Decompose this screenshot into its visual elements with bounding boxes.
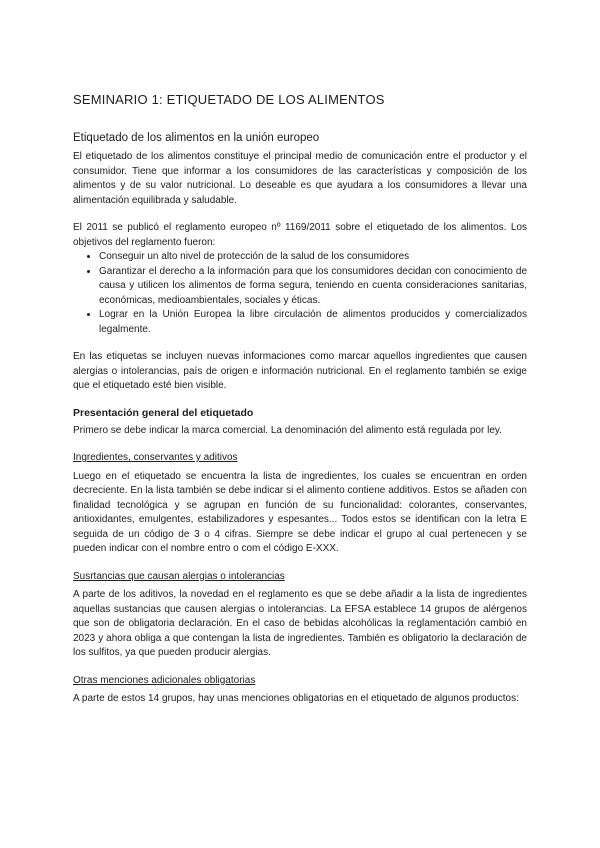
document-content <box>73 92 527 707</box>
list-item: • Conseguir un alto nivel de protección de la salud de los consumidores <box>99 250 527 265</box>
list-item: • Garantizar el derecho a la información para que los consumidores decidan con conocimiento de causa y utilicen los alimentos de forma segura, teniendo en cuenta consideraciones sanitarias, económicas, medioambientales, sociales y éticas. <box>99 265 527 309</box>
regulation-paragraph: El 2011 se publicó el reglamento europeo nº 1169/2011 sobre el etiquetado de los alimentos. Los objetivos del reglamento fueron: <box>73 222 527 248</box>
intro-paragraph: El etiquetado de los alimentos constituye el principal medio de comunicación entre el productor y el consumidor. Tiene que informar a los consumidores de las características y composición de los alimentos y de su valor nutricional. Lo deseable es que ayudara a los consumidores a llevar una alimentación equilibrada y saludable. <box>73 151 527 206</box>
heading-ingredientes: Ingredientes, conservantes y aditivos <box>73 452 238 463</box>
document-title: SEMINARIO 1: ETIQUETADO DE LOS ALIMENTOS <box>73 92 385 107</box>
objectives-list <box>73 250 527 337</box>
labels-paragraph: En las etiquetas se incluyen nuevas informaciones como marcar aquellos ingredientes que causen alergias o intolerancias, país de origen e información nutricional. En el reglamento también se exige que el etiquetado esté bien visible. <box>73 351 527 391</box>
list-item: • Lograr en la Unión Europea la libre circulación de alimentos producidos y comercializados legalmente. <box>99 308 527 337</box>
section-subtitle: Etiquetado de los alimentos en la unión europeo <box>73 132 320 144</box>
other-mentions-paragraph: A parte de estos 14 grupos, hay unas menciones obligatorias en el etiquetado de algunos productos: <box>73 693 519 704</box>
ingredients-paragraph: Luego en el etiquetado se encuentra la lista de ingredientes, los cuales se encuentran en orden decreciente. En la lista también se debe indicar si el alimento contiene additivos. Estos se añaden con finalidad tecnológica y se agrupan en función de su funcionalidad: colorantes, conservantes, antioxidantes, emulgentes, estabilizadores y espesantes... Todos estos se identifican con la letra E seguida de un código de 3 o 4 cifras. Siempre se debe indicar el grupo al cual pertenecen y se pueden indicar con el nombre entro o com el código E-XXX. <box>73 470 527 554</box>
heading-presentacion: Presentación general del etiquetado <box>73 406 254 419</box>
presentation-paragraph: Primero se debe indicar la marca comercial. La denominación del alimento está regulada por ley. <box>73 424 502 436</box>
heading-alergias: Susrtancias que causan alergias o intolerancias <box>73 570 285 582</box>
heading-otras: Otras menciones adicionales obligatorias <box>73 674 256 686</box>
allergens-paragraph: A parte de los aditivos, la novedad en el reglamento es que se debe añadir a la lista de ingredientes aquellas sustancias que causen alergias o intolerancias. La EFSA establece 14 grupos de alérgenos que son de obligatoria declaración. En el caso de bebidas alcohólicas la reglamentación cambió en 2023 y ahora obliga a que contengan la lista de ingredientes. También es obligatorio la declaración de los sulfitos, ya que pueden producir alergias. <box>73 589 527 658</box>
